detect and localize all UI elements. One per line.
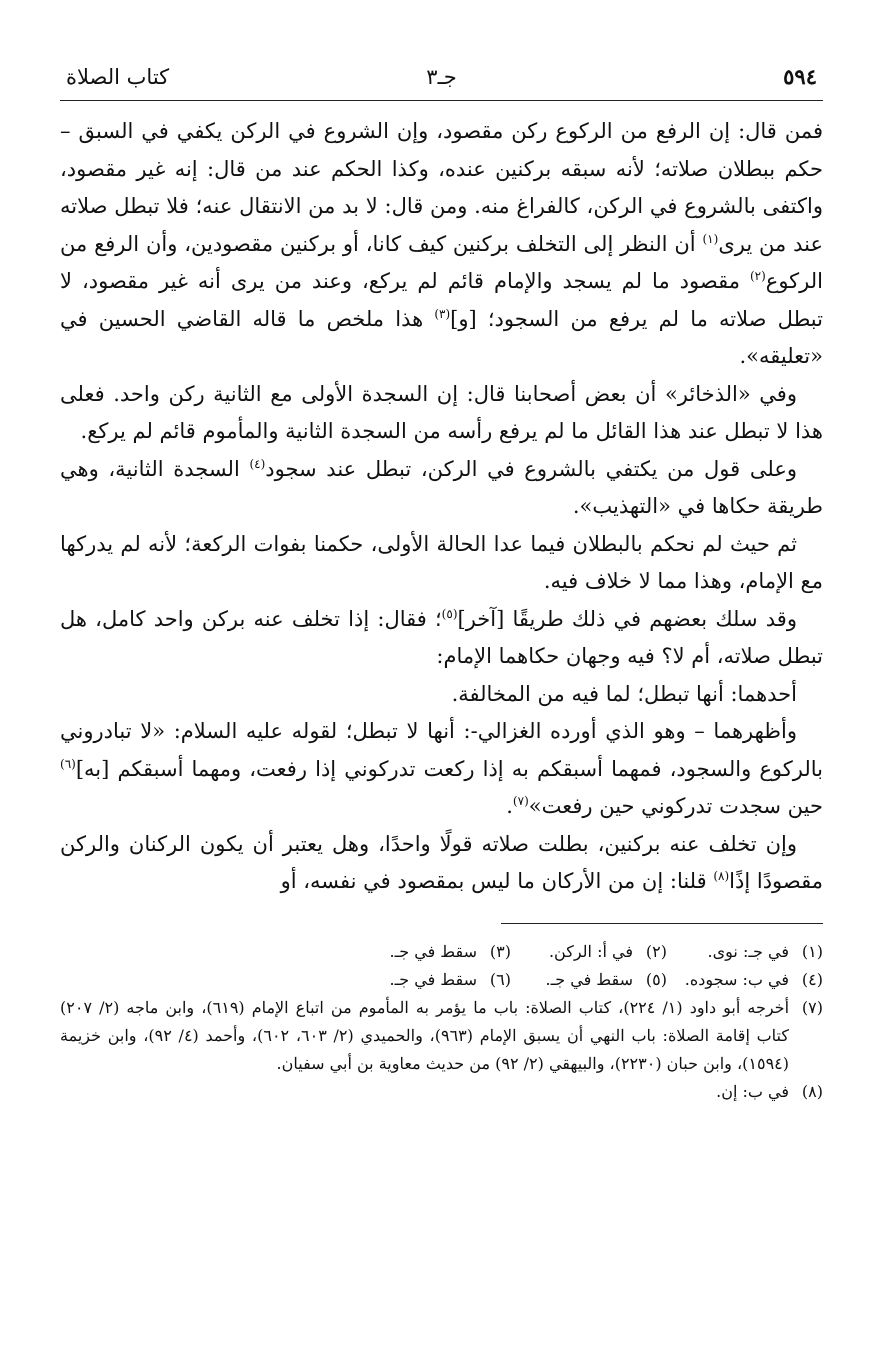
footnote-marker[interactable]: (٤) (249, 456, 266, 471)
footnote-marker[interactable]: (٥) (441, 606, 458, 621)
footnote-text: في ب: إن. (716, 1081, 789, 1101)
paragraph-text: هذا ملخص ما قاله القاضي الحسين في «تعليقه». (60, 306, 823, 368)
header-rule (60, 100, 823, 101)
paragraph (60, 826, 823, 901)
paragraph (60, 376, 823, 451)
footnote-number: (٥) (645, 969, 667, 989)
paragraph-text: وإن تخلف عنه بركنين، بطلت صلاته قولًا واحدًا، وهل يعتبر أن يكون الركنان والركن مقصودًا إذًا (60, 831, 823, 893)
footnote-text: في ب: سجوده. (684, 969, 789, 989)
long-footnotes (60, 994, 823, 1106)
paragraph-text: وعلى قول من يكتفي بالشروع في الركن، تبطل عند سجود (265, 456, 797, 481)
footnote (355, 938, 511, 966)
paragraph (60, 451, 823, 526)
paragraph (60, 526, 823, 601)
paragraph (60, 676, 823, 714)
paragraph-text: وفي «الذخائر» أن بعض أصحابنا قال: إن السجدة الأولى مع الثانية ركن واحد. فعلى هذا لا تبطل عند هذا القائل ما لم يرفع رأسه من السجدة الثانية والمأموم قائم لم يركع. (60, 381, 823, 443)
paragraph-text: حين سجدت تدركوني حين رفعت» (528, 794, 823, 818)
paragraph-text: ثم حيث لم نحكم بالبطلان فيما عدا الحالة الأولى، حكمنا بفوات الركعة؛ لأنه لم يدركها مع الإمام، وهذا مما لا خلاف فيه. (60, 531, 823, 593)
footnote (511, 966, 667, 994)
book-page (60, 60, 823, 1320)
paragraph-text: قلنا: إن من الأركان ما ليس بمقصود في نفسه، أو (280, 869, 714, 893)
page-number: ٥٩٤ (783, 64, 817, 89)
footnote-rule (501, 923, 823, 924)
book-title: كتاب الصلاة (66, 65, 170, 89)
footnote-text: في أ: الركن. (548, 941, 633, 961)
paragraph (60, 113, 823, 376)
paragraph-text: أحدهما: أنها تبطل؛ لما فيه من المخالفة. (451, 681, 797, 706)
footnote-row (60, 938, 823, 966)
paragraph-text: . (506, 794, 513, 818)
footnote (511, 938, 667, 966)
main-text (60, 113, 823, 901)
footnote (355, 966, 511, 994)
footnote-row (60, 966, 823, 994)
footnote (60, 994, 823, 1078)
footnote-number: (٢) (645, 941, 667, 961)
footnote-marker[interactable]: (٦) (60, 756, 76, 771)
footnotes (60, 938, 823, 1106)
page-header (60, 60, 823, 98)
footnote (60, 1078, 823, 1106)
paragraph-text: أن النظر إلى التخلف بركنين كيف كانا، أو بركنين مقصودين، وأن الرفع من الركوع (60, 231, 823, 293)
footnote-marker[interactable]: (١) (702, 231, 719, 246)
footnote-number: (٧) (801, 997, 823, 1017)
paragraph-text: السجدة الثانية، وهي طريقة حكاها في «التهذيب». (60, 456, 823, 518)
footnote-number: (٣) (489, 941, 511, 961)
footnote-marker[interactable]: (٣) (434, 306, 451, 321)
volume-label: جـ٣ (426, 65, 457, 89)
footnote-marker[interactable]: (٧) (512, 794, 529, 808)
footnote-text: في جـ: نوى. (707, 941, 789, 961)
short-footnotes (60, 938, 823, 994)
paragraph-text: مقصود ما لم يسجد والإمام قائم لم يركع، وعند من يرى أنه غير مقصود، لا تبطل صلاته ما لم يرفع من السجود؛ [و] (60, 269, 823, 331)
paragraph-text: ؛ فقال: إذا تخلف عنه بركن واحد كامل، هل تبطل صلاته، أم لا؟ فيه وجهان حكاهما الإمام: (60, 606, 823, 668)
footnote-text: سقط في جـ. (389, 941, 477, 961)
paragraph-text: وقد سلك بعضهم في ذلك طريقًا [آخر] (457, 606, 797, 631)
footnote-number: (٨) (801, 1081, 823, 1101)
footnote-marker[interactable]: (٢) (749, 269, 766, 283)
footnote-text: أخرجه أبو داود (١/ ٢٢٤)، كتاب الصلاة: باب ما يؤمر به المأموم من اتباع الإمام (٦١٩)، وابن ماجه (٢/ ٢٠٧) كتاب إقامة الصلاة: باب النهي أن يسبق الإمام (٩٦٣)، والحميدي (٢/ ٦٠٣، ٦٠٢)، وأحمد (٤/ ٩٢)، وابن خزيمة (١٥٩٤)، وابن حبان (٢٢٣٠)، والبيهقي (٢/ ٩٢) من حديث معاوية بن أبي سفيان. (60, 997, 790, 1073)
paragraph-text: وأظهرهما – وهو الذي أورده الغزالي-: أنها لا تبطل؛ لقوله عليه السلام: «لا تبادروني بالركوع والسجود، فمهما أسبقكم به إذا ركعت تدركوني إذا رفعت، ومهما أسبقكم [به] (60, 719, 823, 781)
paragraph (60, 713, 823, 826)
paragraph (60, 601, 823, 676)
footnote-number: (٤) (801, 969, 823, 989)
footnote (667, 938, 823, 966)
footnote (667, 966, 823, 994)
footnote-text: سقط في جـ. (389, 969, 477, 989)
footnote-marker[interactable]: (٨) (713, 869, 730, 883)
paragraph-text: فمن قال: إن الرفع من الركوع ركن مقصود، وإن الشروع في الركن يكفي في السبق – حكم ببطلان صلاته؛ لأنه سبقه بركنين عنده، وكذا الحكم عند من قال: إنه غير مقصود، واكتفى بالشروع في الركن، كالفراغ منه. ومن قال: لا بد من الانتقال عنه؛ فلا تبطل صلاته عند من يرى (60, 119, 824, 256)
footnote-text: سقط في جـ. (545, 969, 633, 989)
footnote-number: (٦) (489, 969, 511, 989)
footnote-number: (١) (801, 941, 823, 961)
